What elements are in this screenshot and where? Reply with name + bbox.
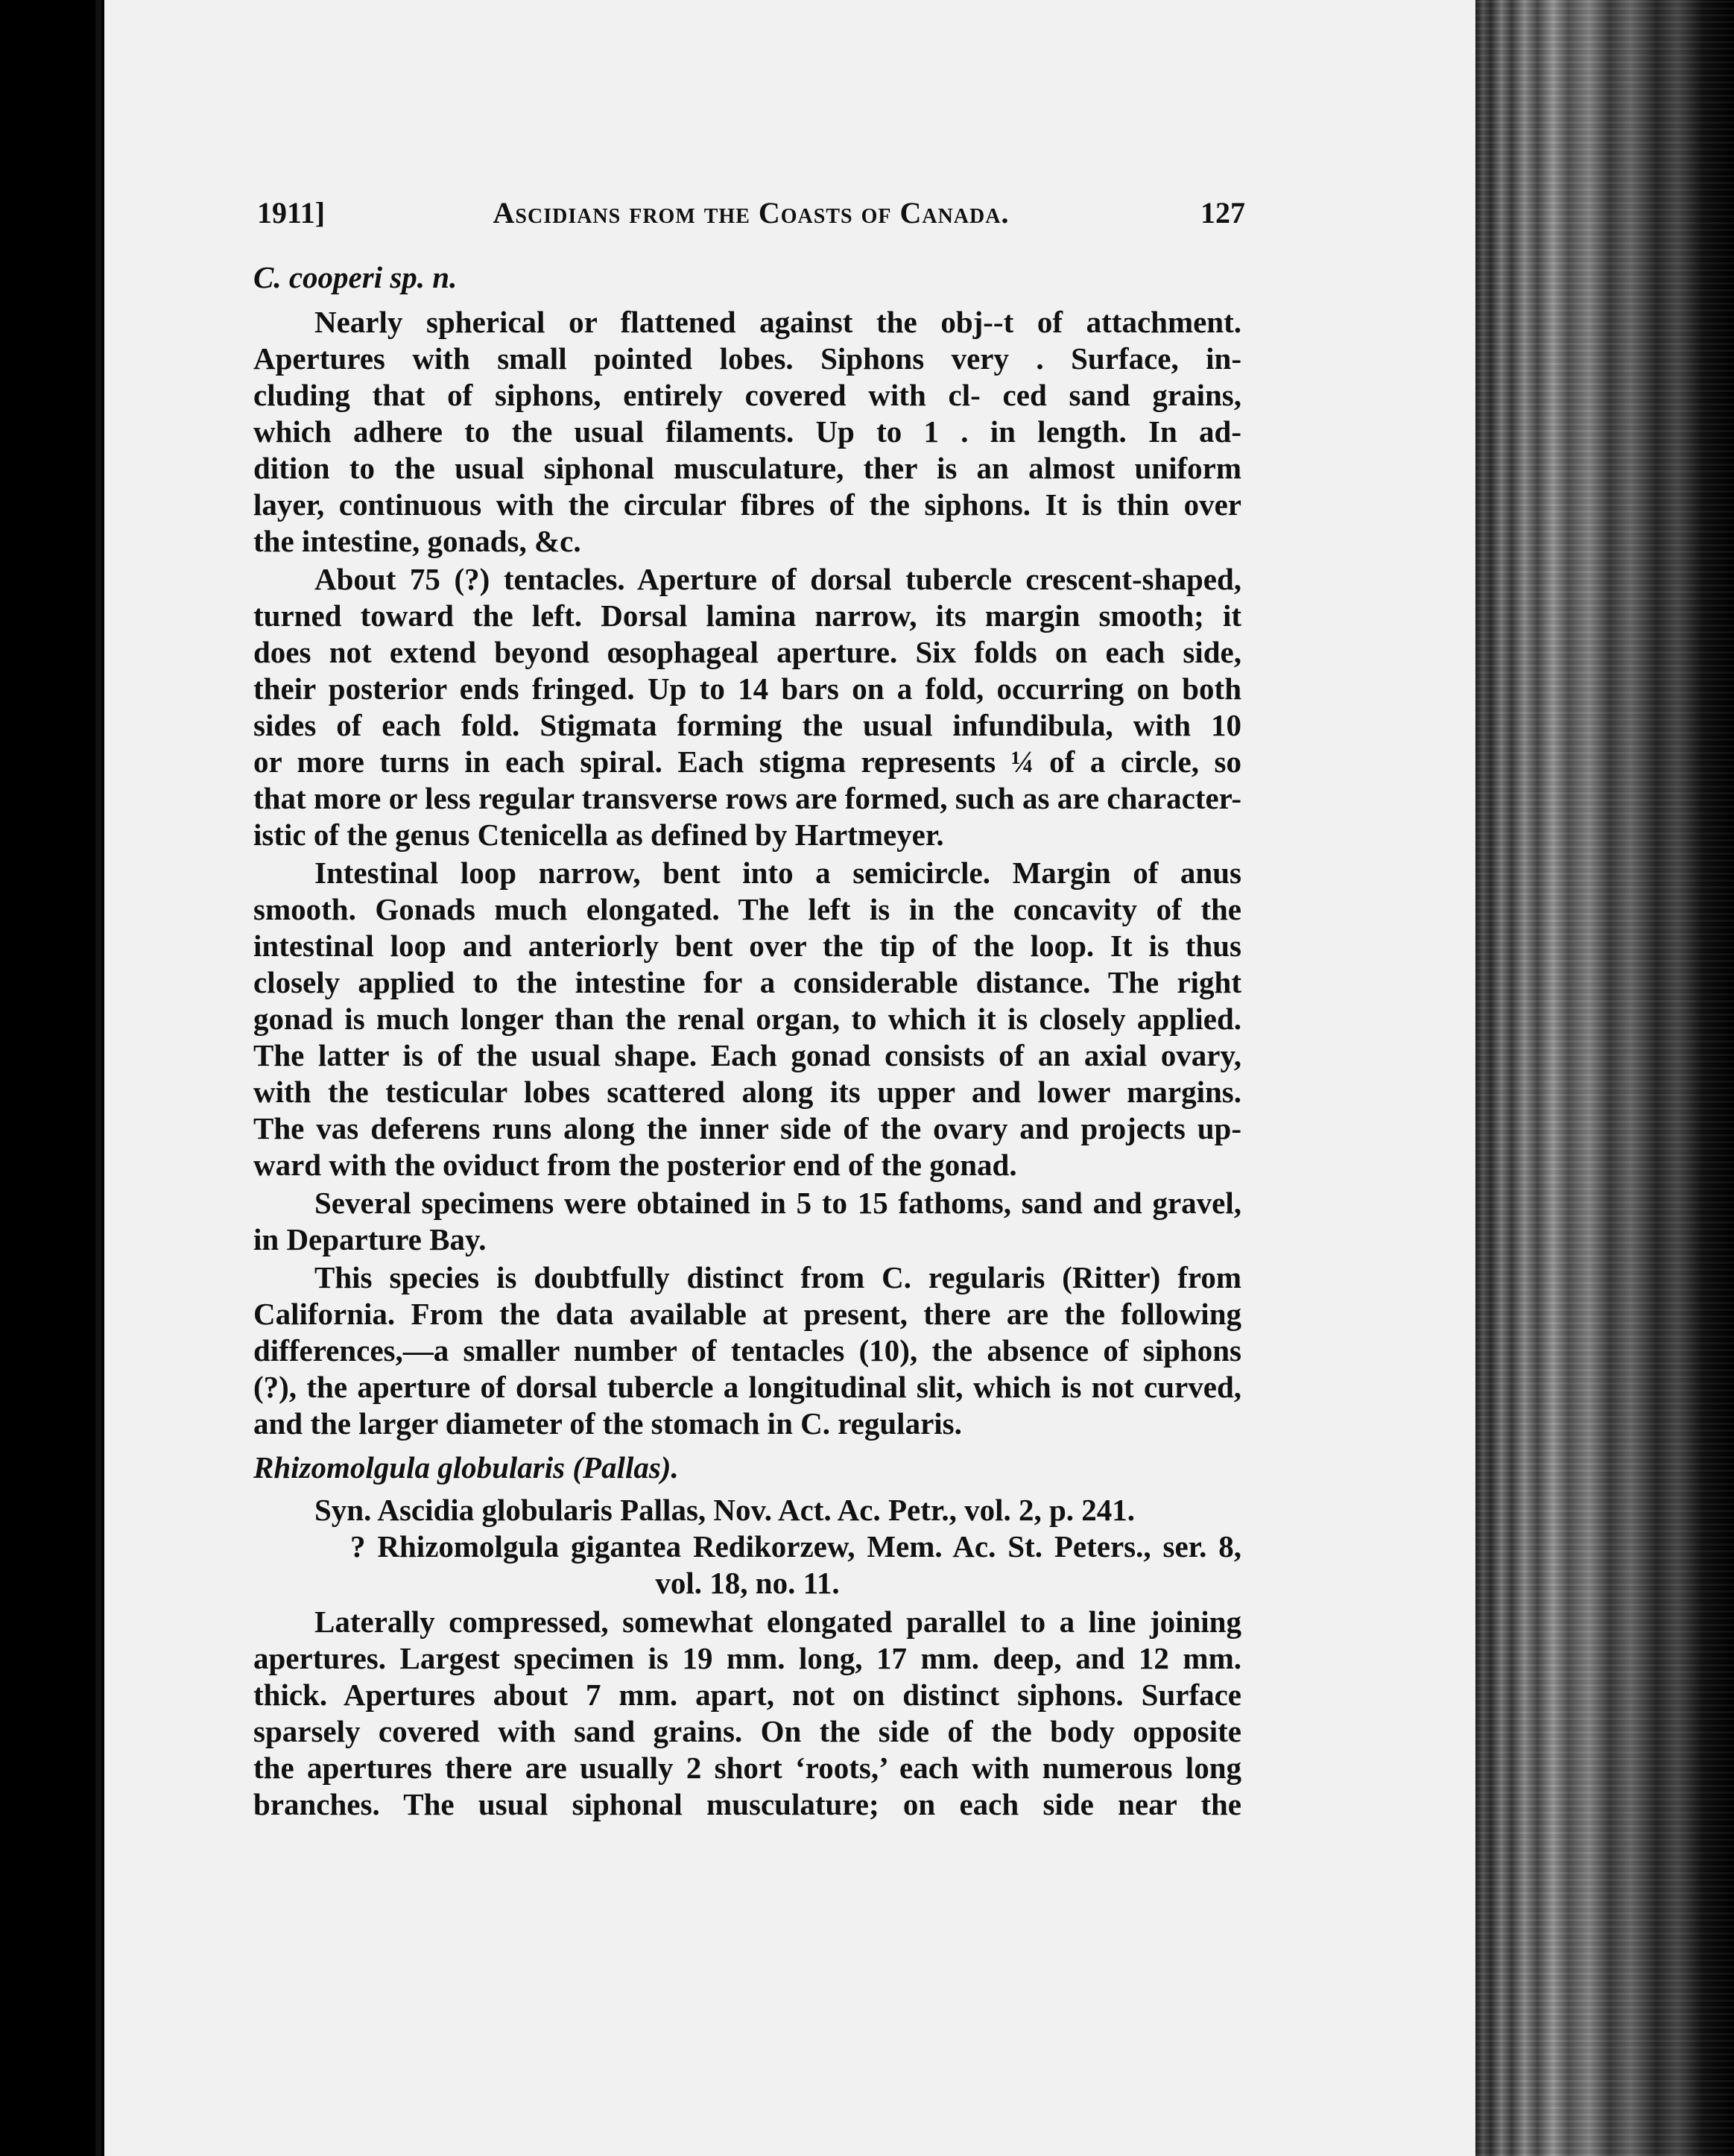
text-line: cluding that of siphons, entirely covered with cl- ced sand grains, (253, 378, 1241, 412)
synonym-line: vol. 18, no. 11. (655, 1566, 840, 1600)
text-line: that more or less regular transverse rows are formed, such as are character- (253, 781, 1241, 815)
header-title: Ascidians from the Coasts of Canada. (493, 196, 1010, 230)
text-line: Apertures with small pointed lobes. Siphons very . Surface, in- (253, 341, 1241, 376)
text-line: which adhere to the usual filaments. Up to 1 . in length. In ad- (253, 414, 1241, 449)
text-line: smooth. Gonads much elongated. The left is in the concavity of the (253, 892, 1241, 926)
text-line: Laterally compressed, somewhat elongated parallel to a line joining (314, 1605, 1241, 1639)
text-line: does not extend beyond œsophageal aperture. Six folds on each side, (253, 635, 1241, 669)
text-line: the intestine, gonads, &c. (253, 524, 581, 558)
synonym-line: Syn. Ascidia globularis Pallas, Nov. Act. Ac. Petr., vol. 2, p. 241. (314, 1493, 1136, 1527)
synonym-line: ? Rhizomolgula gigantea Redikorzew, Mem. Ac. St. Peters., ser. 8, (350, 1529, 1241, 1564)
text-line: istic of the genus Ctenicella as defined by Hartmeyer. (253, 818, 944, 852)
text-line: sides of each fold. Stigmata forming the usual infundibula, with 10 (253, 708, 1241, 742)
page-number: 127 (1200, 196, 1245, 230)
text-line: The latter is of the usual shape. Each gonad consists of an axial ovary, (253, 1038, 1241, 1072)
text-line: in Departure Bay. (253, 1222, 487, 1256)
text-line: layer, continuous with the circular fibres of the siphons. It is thin over (253, 487, 1241, 522)
text-line: with the testicular lobes scattered along its upper and lower margins. (253, 1075, 1241, 1109)
text-line: and the larger diameter of the stomach in C. regularis. (253, 1406, 962, 1441)
text-line: differences,—a smaller number of tentacles (10), the absence of siphons (253, 1333, 1241, 1368)
text-line: Several specimens were obtained in 5 to 15 fathoms, sand and gravel, (314, 1186, 1241, 1220)
text-line: California. From the data available at present, there are the following (253, 1297, 1241, 1331)
text-line: turned toward the left. Dorsal lamina narrow, its margin smooth; it (253, 598, 1241, 633)
text-line: intestinal loop and anteriorly bent over the tip of the loop. It is thus (253, 929, 1241, 963)
text-line: ward with the oviduct from the posterior end of the gonad. (253, 1148, 1017, 1182)
book-page-edges (1475, 0, 1734, 2156)
text-line: Nearly spherical or flattened against the obj--t of attachment. (314, 305, 1241, 339)
text-line: gonad is much longer than the renal organ, to which it is closely applied. (253, 1002, 1241, 1036)
header-year: 1911] (257, 196, 326, 230)
text-line: sparsely covered with sand grains. On the side of the body opposite (253, 1714, 1241, 1748)
text-line: branches. The usual siphonal musculature; on each side near the (253, 1787, 1241, 1821)
text-line: the apertures there are usually 2 short ‘roots,’ each with numerous long (253, 1751, 1241, 1785)
text-line: closely applied to the intestine for a considerable distance. The right (253, 965, 1241, 999)
text-line: The vas deferens runs along the inner side of the ovary and projects up- (253, 1111, 1241, 1145)
text-line: their posterior ends fringed. Up to 14 bars on a fold, occurring on both (253, 671, 1241, 706)
text-line: Intestinal loop narrow, bent into a semicircle. Margin of anus (314, 856, 1241, 890)
page-gutter-shadow (95, 0, 101, 2156)
text-line: About 75 (?) tentacles. Aperture of dorsal tubercle crescent-shaped, (314, 562, 1241, 596)
species-heading-rhizomolgula: Rhizomolgula globularis (Pallas). (253, 1450, 679, 1485)
text-line: (?), the aperture of dorsal tubercle a longitudinal slit, which is not curved, (253, 1370, 1241, 1404)
text-line: This species is doubtfully distinct from C. regularis (Ritter) from (314, 1260, 1241, 1294)
text-line: or more turns in each spiral. Each stigma represents ¼ of a circle, so (253, 745, 1241, 779)
running-header (257, 195, 1245, 240)
species-heading-cooperi: C. cooperi sp. n. (253, 260, 458, 294)
text-line: thick. Apertures about 7 mm. apart, not on distinct siphons. Surface (253, 1678, 1241, 1712)
text-line: dition to the usual siphonal musculature, ther is an almost uniform (253, 451, 1241, 485)
text-line: apertures. Largest specimen is 19 mm. long, 17 mm. deep, and 12 mm. (253, 1641, 1241, 1675)
